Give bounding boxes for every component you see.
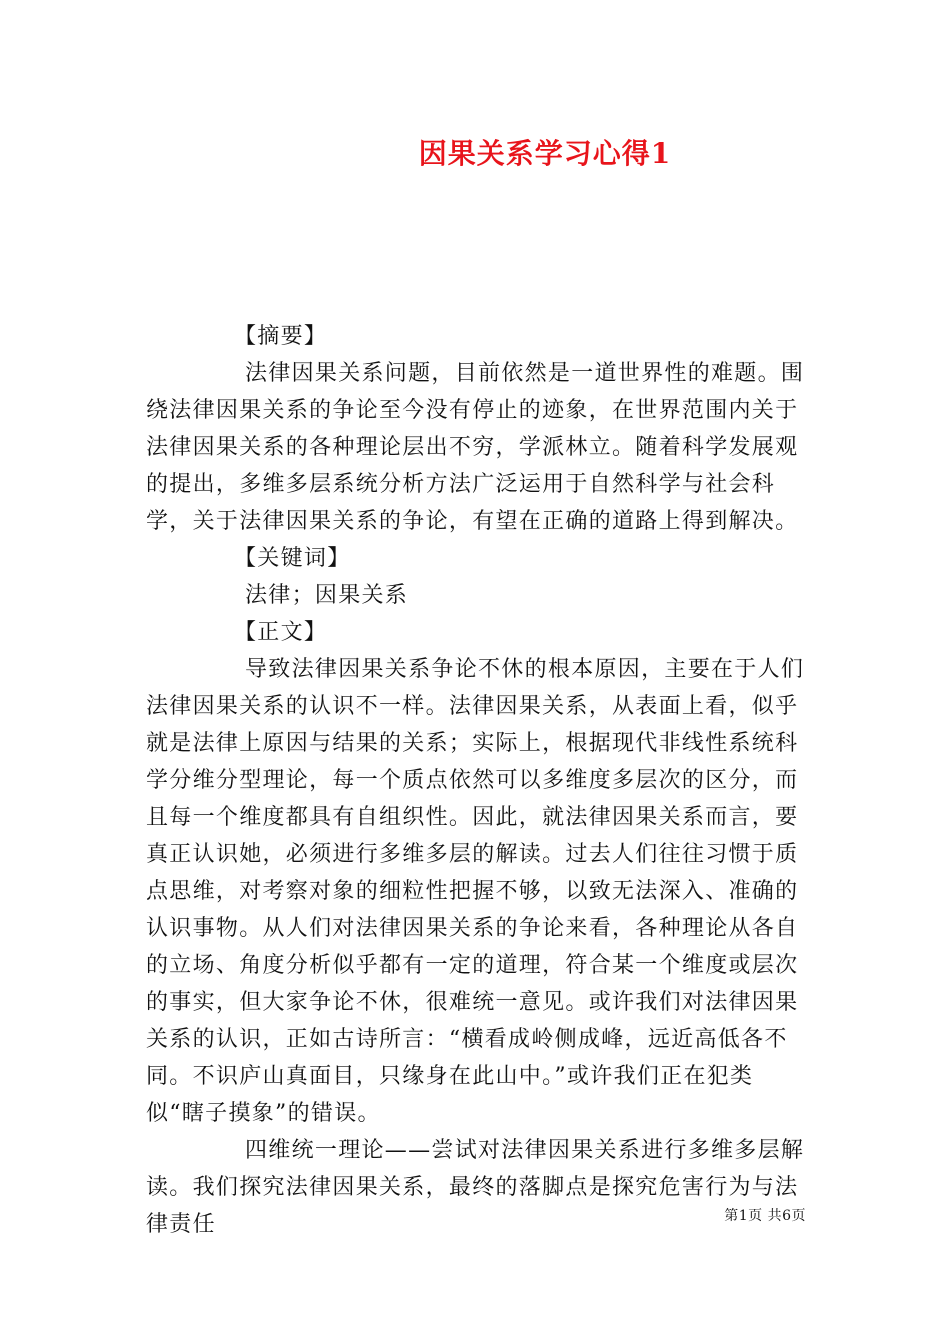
body-label: 【正文】 [234, 620, 328, 645]
document-title: 因果关系学习心得1 [418, 137, 672, 170]
abstract-text: 法律因果关系问题，目前依然是一道世界性的难题。围绕法律因果关系的争论至今没有停止的迹象，在世界范围内关于法律因果关系的各种理论层出不穷，学派林立。随着科学发展观的提出，多维多层系统分析方法广泛运用于自然科学与社会科学，关于法律因果关系的争论，有望在正确的道路上得到解决。 [146, 361, 805, 534]
page-number-footer: 第1页 共6页 [724, 1208, 806, 1224]
body-paragraph: 导致法律因果关系争论不休的根本原因，主要在于人们法律因果关系的认识不一样。法律因果关系，从表面上看，似乎就是法律上原因与结果的关系；实际上，根据现代非线性系统科学分维分型理论，每一个质点依然可以多维度多层次的区分，而且每一个维度都具有自组织性。因此，就法律因果关系而言，要真正认识她，必须进行多维多层的解读。过去人们往往习惯于质点思维，对考察对象的细粒性把握不够，以致无法深入、准确的认识事物。从人们对法律因果关系的争论来看，各种理论从各自的立场、角度分析似乎都有一定的道理，符合某一个维度或层次的事实，但大家争论不休，很难统一意见。或许我们对法律因果关系的认识，正如古诗所言：“横看成岭侧成峰，远近高低各不同。不识庐山真面目，只缘身在此山中。”或许我们正在犯类似“瞎子摸象”的错误。 [146, 657, 805, 1126]
body-paragraph: 四维统一理论——尝试对法律因果关系进行多维多层解读。我们探究法律因果关系，最终的落脚点是探究危害行为与法律责任 [146, 1138, 805, 1237]
keywords-text: 法律；因果关系 [245, 583, 409, 608]
keywords-label: 【关键词】 [234, 546, 351, 571]
abstract-label: 【摘要】 [234, 324, 328, 349]
document-body [146, 318, 808, 1243]
